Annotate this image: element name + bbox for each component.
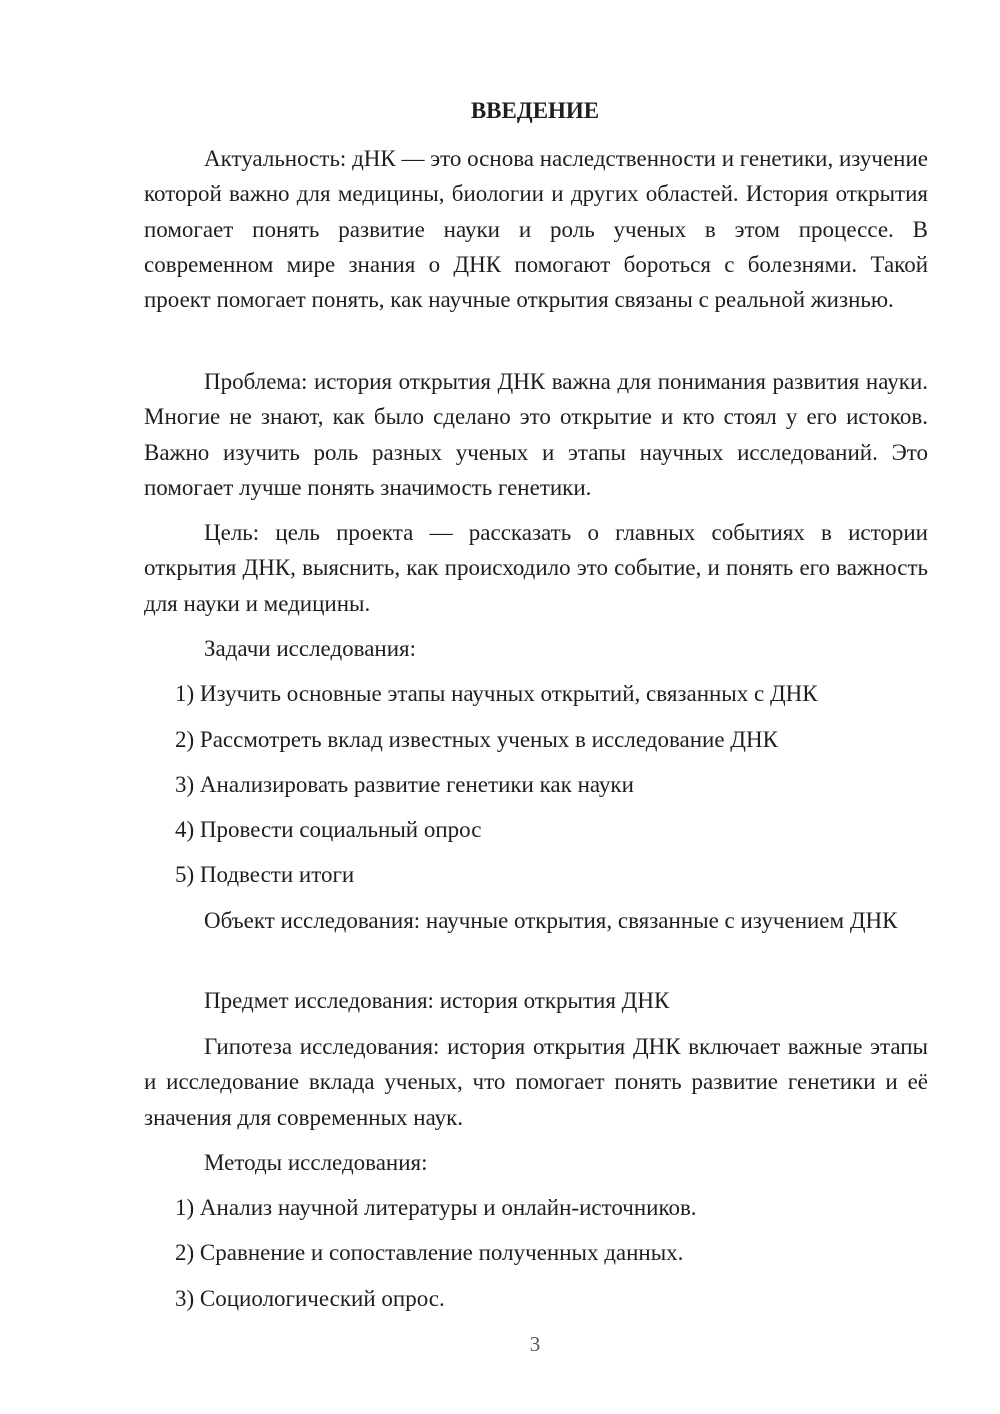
- task-item: 1) Изучить основные этапы научных открытий, связанных с ДНК: [175, 681, 818, 706]
- relevance-paragraph: Актуальность: дНК — это основа наследственности и генетики, изучение которой важно для медицины, биологии и других областей. История открытия помогает понять развитие науки и роль ученых в этом процессе. В современном мире знания о ДНК помогают бороться с болезнями. Такой проект помогает понять, как научные открытия связаны с реальной жизнью.: [144, 146, 928, 313]
- page-number: 3: [529, 1332, 541, 1356]
- tasks-heading: Задачи исследования:: [204, 636, 417, 661]
- task-item: 3) Анализировать развитие генетики как науки: [175, 772, 634, 797]
- task-item: 4) Провести социальный опрос: [175, 817, 482, 842]
- goal-paragraph: Цель: цель проекта — рассказать о главных событиях в истории открытия ДНК, выяснить, как происходило это событие, и понять его важность для науки и медицины.: [144, 520, 928, 616]
- section-title: ВВЕДЕНИЕ: [470, 98, 600, 123]
- methods-heading: Методы исследования:: [204, 1150, 428, 1175]
- task-item: 2) Рассмотреть вклад известных ученых в исследование ДНК: [175, 727, 778, 752]
- method-item: 2) Сравнение и сопоставление полученных данных.: [175, 1240, 684, 1265]
- task-item: 5) Подвести итоги: [175, 862, 355, 887]
- method-item: 3) Социологический опрос.: [175, 1286, 445, 1311]
- problem-paragraph: Проблема: история открытия ДНК важна для понимания развития науки. Многие не знают, как было сделано это открытие и кто стоял у его истоков. Важно изучить роль разных ученых и этапы научных исследований. Это помогает лучше понять значимость генетики.: [144, 369, 928, 500]
- subject-paragraph: Предмет исследования: история открытия ДНК: [204, 988, 670, 1013]
- method-item: 1) Анализ научной литературы и онлайн-источников.: [175, 1195, 697, 1220]
- hypothesis-paragraph: Гипотеза исследования: история открытия ДНК включает важные этапы и исследование вклада ученых, что помогает понять развитие генетики и её значения для современных наук.: [144, 1034, 928, 1130]
- object-paragraph: Объект исследования: научные открытия, связанные с изучением ДНК: [204, 908, 898, 933]
